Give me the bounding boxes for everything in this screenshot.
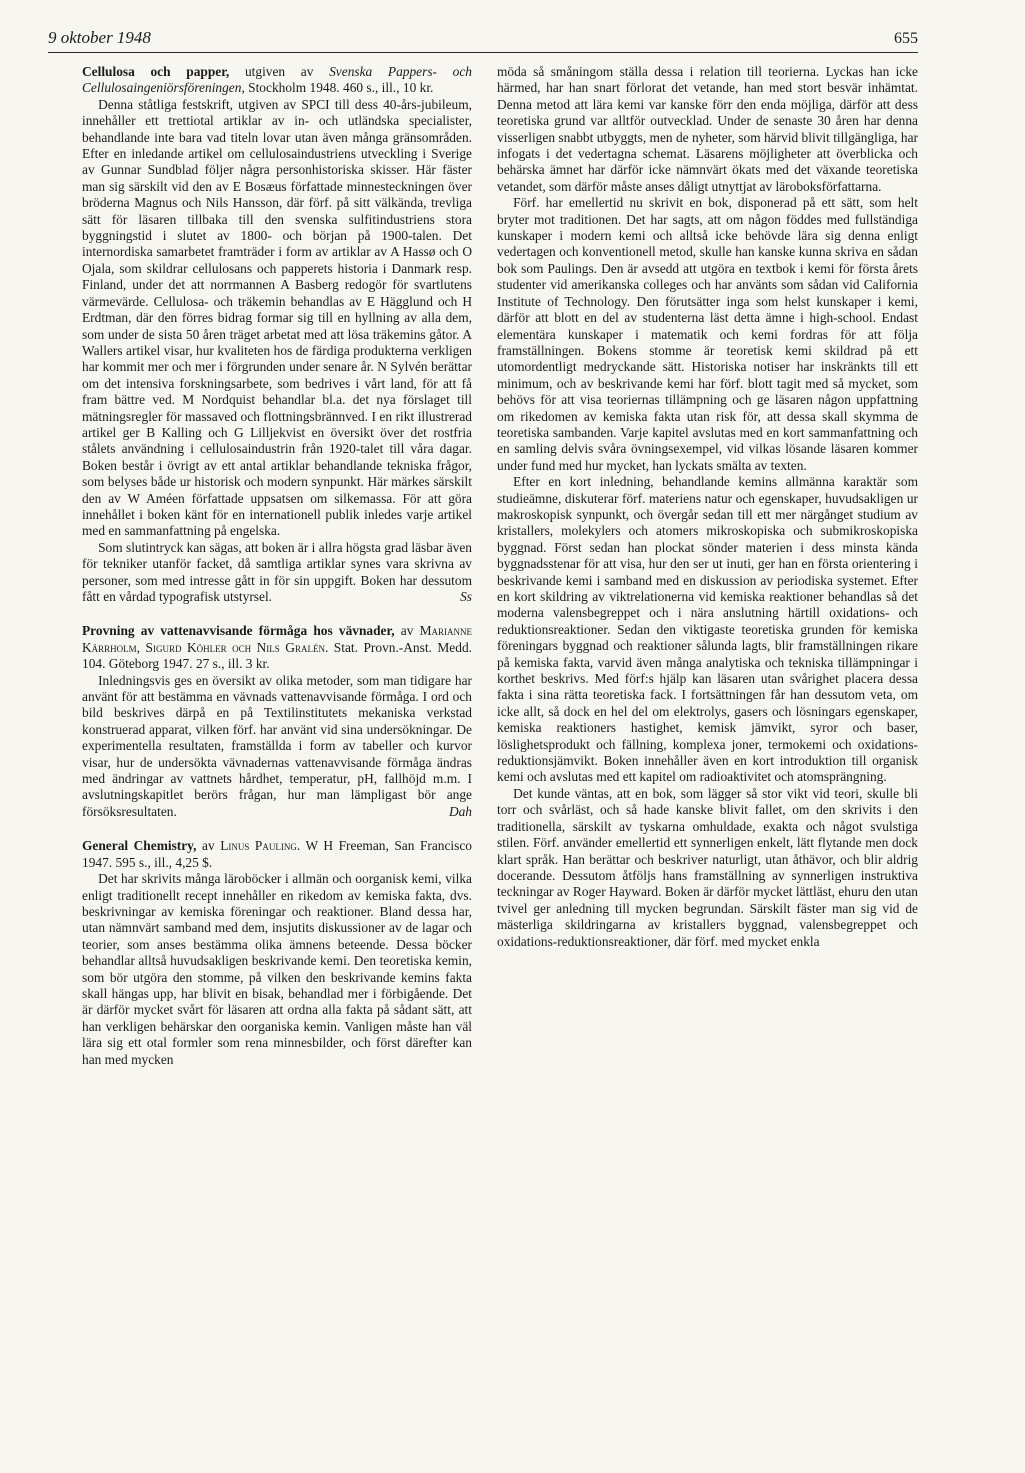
review-title: General Chemistry, [82,838,197,854]
review-provning [82,623,472,820]
review-byline: utgiven av [229,64,330,79]
review-paragraph [82,540,472,606]
review-paragraph: Det har skrivits många läroböcker i allmän och oorganisk kemi, vilka enligt traditionellt recept innehåller en rikedom av kemiska fakta, dvs. beskrivningar av kemiska föreningar och reaktioner. Bland dessa har, utan nämnvärt samband med dem, insjutits diskussioner av de lagar och teorier, som anses bestämma olika ämnens beteende. Dessa böcker behandlar alltså huvudsakligen beskrivande kemi. Den teoretiska kemin, som bör utgöra den stomme, på vilken den beskrivande kemins fakta skall hängas upp, har blivit en bisak, behandlad mer i förbigående. Det är därför mycket svårt för läsaren att ordna alla fakta på sådant sätt, att han verkligen behärskar den oorganiska kemin. Vanligen måste han väl lära sig ett otal formler som rena minnesbilder, och först därefter kan han med mycken [82,871,472,1067]
review-byline: av [394,623,420,639]
review-title: Cellulosa och papper, [82,64,230,79]
review-details: Stockholm 1948. 460 s., ill., 10 kr. [244,80,434,96]
left-column [82,64,472,1464]
review-paragraph: Denna ståtliga festskrift, utgiven av SPCI till dess 40-års-jubileum, innehåller ett trettiotal artiklar av in- och utländska specialister, behandlande inte bara vad titeln lovar utan även många gränsområden. Efter en inledande artikel om cellulosaindustriens utveckling i Sverige av Gunnar Sundblad följer några personhistoriska skisser. Här fäster man sig särskilt vid den av E Bosæus författade minnesteckningen över bröderna Magnus och Nils Hansson, där förf. på sitt välkända, trevliga sätt för läsaren tillbaka till den svenska sulfitindustriens stora byggningstid i slutet av 1800- och början på 1900-talen. Det internordiska samarbetet framträder i form av artiklar av A Hassø och O Ojala, som skildrar cellulosans och papperets historia i Danmark resp. Finland, under det att norrmannen A Basberg redogör för svartlutens värmevärde. Cellulosa- och träkemin behandlas av E Hägglund och H Erdtman, där den förres bidrag formar sig till en hyllning av alla dem, som under de sista 50 åren träget arbetat med att lösa träkemins gåtor. A Wallers artikel visar, hur kvaliteten hos de färdiga produkterna verkligen har kommit mer och mer i förgrunden under senare år. N Sylvén berättar om det intensiva forskningsarbete, som bedrives i vårt land, för att få fram bättre ved. M Nordquist behandlar bl.a. det nya förslaget till mätningsregler för massaved och flottningsbrännved. I en rikt illustrerad artikel ger B Kalling och G Lilljekvist en översikt över det rostfria stålets användning i cellulosaindustrin från 1920-talet till våra dagar. Boken består i övrigt av ett antal artiklar behandlande tekniska frågor, som belyses både ur historisk och modern synpunkt. Här märkes särskilt den av W Améen författade uppsatsen om silkemassa. För att göra innehållet i boken känt för en internationell publik inledes varje artikel med en sammanfattning på engelska. [82,96,472,539]
issue-date: 9 oktober 1948 [48,28,151,47]
review-heading [82,623,472,672]
review-heading [82,838,472,871]
review-paragraph: Det kunde väntas, att en bok, som lägger så stor vikt vid teori, skulle bli torr och svårläst, och så hade kanske blivit fallet, om den skrivits i den traditionella, särskilt av tyskarna omhuldade, exakta och något svulstiga stilen. Förf. använder emellertid ett synnerligen enkelt, lätt flytande men dock klart språk. Han berättar och beskriver naturligt, utan åthävor, och blir aldrig docerande. Dessutom åtföljs hans framställning av synnerligen instruktiva teckningar av Roger Hayward. Boken är därför mycket lättläst, ehuru den utan tvivel ger anledning till mycken begrundan. Särskilt fäster man sig vid de mästerliga skildringarna av kristallers byggnad, valensbegreppet och oxidations-reduktionsreaktioner, där förf. med mycket enkla [497,785,918,949]
review-signature: Dah [448,803,472,819]
review-cellulosa [82,64,472,605]
review-details: W H Freeman, San Francisco 1947. 595 s., ill., 4,25 $. [82,838,472,870]
review-heading [82,64,472,97]
review-publisher: Svenska Pappers- och Cellulosaingeniörsföreningen, [82,64,472,96]
review-authors: Marianne Kärrholm, Sigurd Köhler och Nils Gralén. [82,623,472,655]
page-header [48,22,918,53]
review-paragraph-continued: möda så småningom ställa dessa i relation till teorierna. Lyckas han icke härmed, har han snart förlorat det vetande, han med stort besvär inhämtat. Denna metod att lära kemi var kanske förr den enda möjliga, därför att dess teoretiska grund var alltför outvecklad. Under de senaste 30 åren har denna visserligen snabbt utbyggts, men de nyheter, som härvid blivit tillgängliga, har infogats i det vedertagna schemat. Läsarens möjligheter att överblicka och behärska ämnet har därför icke nämnvärt ökats med det växande teoretiska vetandet, som därför måste anses dåligt utnyttjat av läroboksförfattarna. [497,64,918,194]
review-signature: Ss [460,589,472,604]
review-paragraph-text: Som slutintryck kan sägas, att boken är i allra högsta grad läsbar även för tekniker utanför facket, då samtliga artiklar synes vara skrivna av personer, som med intresse gått in för sin uppgift. Boken har dessutom fått en vårdad typografisk utstyrsel. [82,539,472,604]
review-title: Provning av vattenavvisande förmåga hos vävnader, [82,623,395,639]
review-paragraph: Efter en kort inledning, behandlande kemins allmänna karaktär som studieämne, diskuterar förf. materiens natur och egenskaper, huvudsakligen ur makroskopisk synpunkt, och övergår sedan till ett mer närgånget studium av kristallers, molekylers och atomers mikroskopiska och submikroskopiska byggnad. Först sedan han plockat sönder materien i dess minsta kända byggnadsstenar för att visa, hur den ser ut inuti, ger han en första orientering i beskrivande kemi i samband med en diskussion av periodiska systemet. Efter en kort skildring av viktrelationerna vid kemiska reaktioner behandlas så det moderna valensbegreppet och i nära anslutning härtill oxidations- och reduktionsreaktioner. Sedan den viktigaste teoretiska grunden för kemiska föreningars byggnad och reaktioner sålunda lagts, blir framställningen rikare på kemiska fakta, varvid även många analytiska och tekniska tillämpningar i korthet beskrivs. Med förf:s hjälp kan läsaren utan svårighet placera dessa fakta i sina rätta teoretiska fack. I fortsättningen får han dessutom veta, om icke allt, så dock en hel del om elektrolys, gasers och lösningars egenskaper, kemiska reaktioners hastighet, kemisk jämvikt, syror och baser, löslighetsprodukt och fällning, komplexa joner, termokemi och oxidations-reduktionsjämvikt. Boken innehåller även en kort introduktion till organisk kemi och avslutas med ett kapitel om radioaktivitet och atomsprängning. [497,474,918,785]
review-paragraph [82,673,472,821]
review-authors: Linus Pauling. [220,838,301,854]
review-paragraph-text: Inledningsvis ges en översikt av olika metoder, som man tidigare har använt för att bestämma en vävnads vattenavvisande förmåga. I ord och bild beskrives därpå en på Textilinstitutets mekaniska verkstad konstruerad apparat, vilken förf. har använt vid sina undersökningar. De experimentella resultaten, framställda i form av tabeller och kurvor visar, hur de undersökta vävnadernas vattenavvisande förmåga ändras med ändringar av vattnets hårdhet, temperatur, pH, fallhöjd m.m. I avslutningskapitlet berörs frågan, hur man lämpligast bör ange försöksresultaten. [82,672,472,819]
review-general-chemistry [82,838,472,1068]
page-number: 655 [894,30,918,47]
review-details: Stat. Provn.-Anst. Medd. 104. Göteborg 1947. 27 s., ill. 3 kr. [82,639,472,672]
right-column [497,64,918,1464]
review-paragraph: Förf. har emellertid nu skrivit en bok, disponerad på ett sätt, som helt bryter mot traditionen. Det har sagts, att om någon föddes med fullständiga kunskaper i modern kemi och alltså icke behövde lära sig denna enligt vedertagen och konventionell metod, skulle han kanske kunna skriva en sådan bok som Paulings. Den är avsedd att utgöra en textbok i kemi för första årets studenter vid amerikanska colleges och har använts som sådan vid California Institute of Technology. Den förutsätter inga som helst kunskaper i kemi, därför att blott en del av studenterna läst detta ämne i high-school. Endast elementära kunskaper i matematik och kemi fordras för att följa framställningen. Bokens stomme är teoretisk kemi skildrad på ett utomordentligt medryckande sätt. Historiska notiser har inskränkts till ett minimum, och av beskrivande kemi har förf. blott tagit med så mycket, som behövs för att visa teoriernas tillämpning och ge läsaren någon uppfattning om rikedomen av kemiska fakta utan risk för, att dessa skall skymma de teoretiska sambanden. Varje kapitel avslutas med en kort sammanfattning och en samling delvis svåra övningsexempel, vid vilkas lösande läsaren kommer under fund med hur mycket, han lyckats smälta av texten. [497,195,918,473]
review-byline: av [196,838,221,854]
